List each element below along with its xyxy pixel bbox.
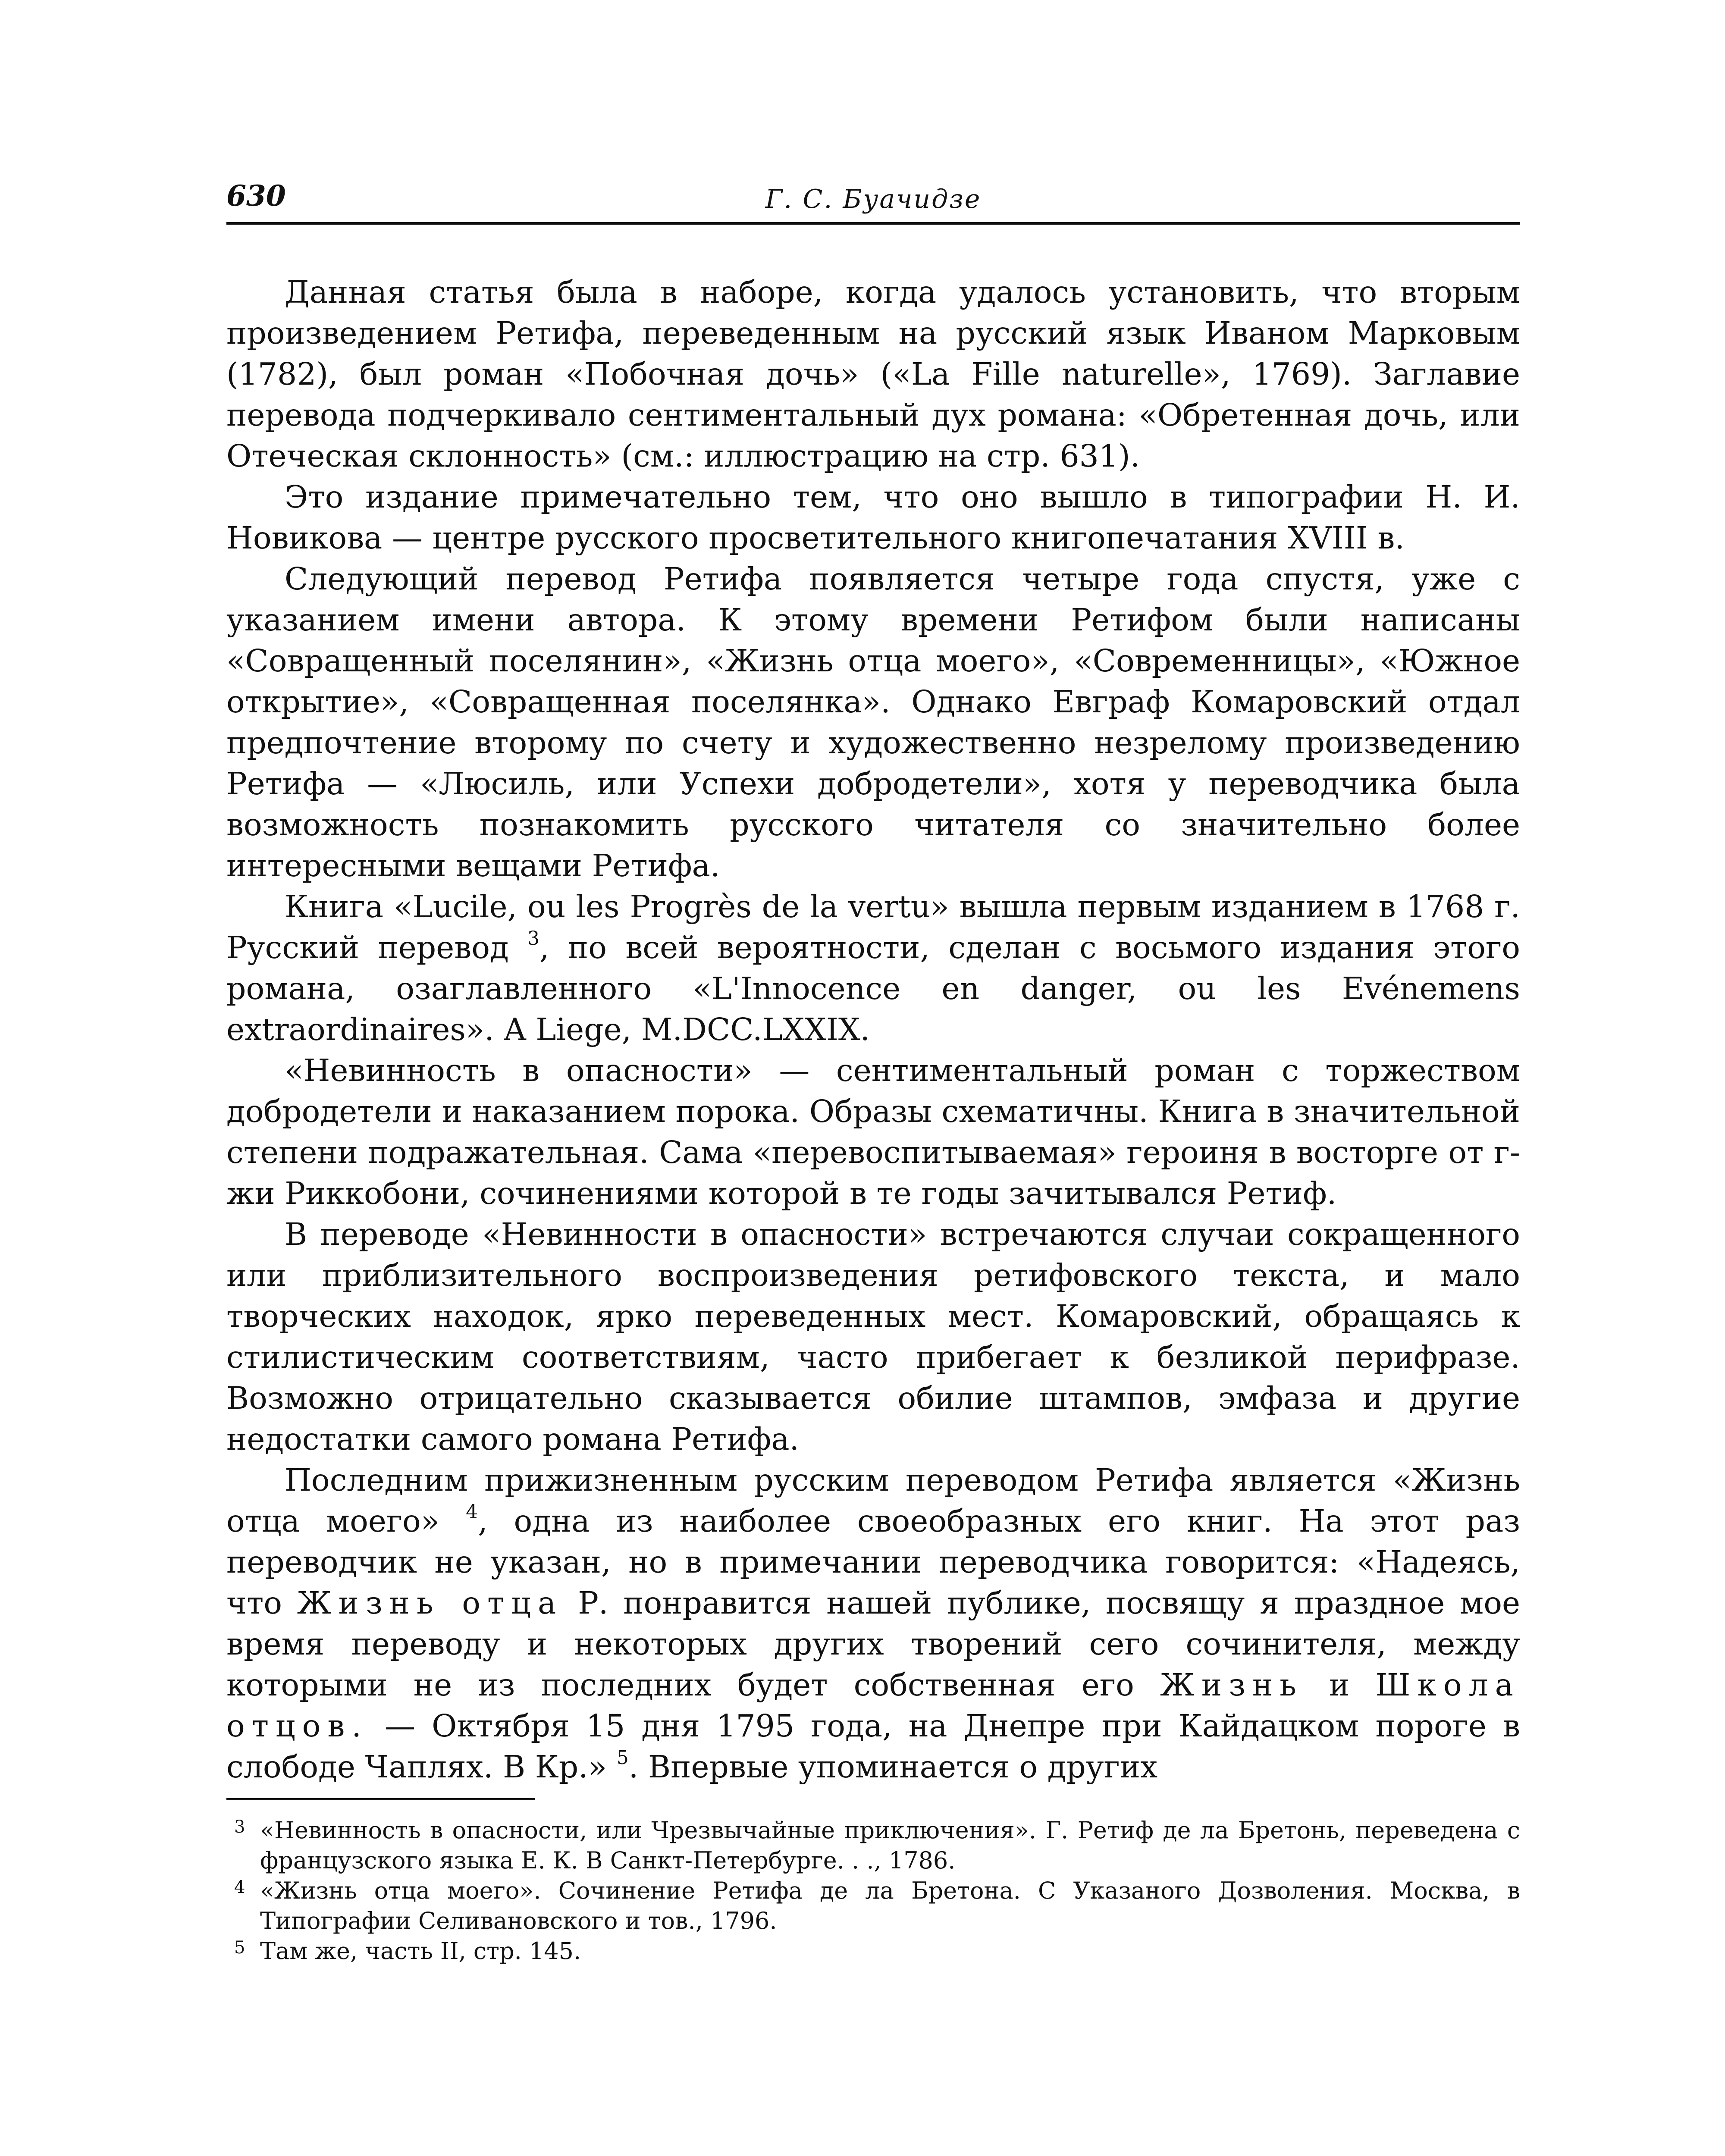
paragraph-text: Р. понравится нашей публике, посвящу я праздное мое время переводу и некоторых других творений сего сочинителя, между которыми не из последних будет собственная его: [226, 1585, 1520, 1703]
paragraph: [226, 1460, 1520, 1787]
spaced-emphasis: Школа отцов.: [226, 1667, 1520, 1744]
paragraph-text: Книга «Lucile, ou les Progrès de la vertu» вышла первым изданием в 1768 г. Русский перевод: [226, 889, 1520, 965]
footnote-number: 4: [234, 1877, 245, 1897]
footnote: [226, 1815, 1520, 1876]
paragraph: [226, 1214, 1520, 1460]
footnote-number: 5: [234, 1938, 245, 1958]
footnote: [226, 1936, 1520, 1966]
paragraph: [226, 272, 1520, 476]
page-number: 630: [226, 179, 286, 213]
footnotes: [226, 1815, 1520, 1966]
spaced-emphasis: Жизнь отца: [297, 1585, 563, 1621]
paragraph: [226, 558, 1520, 886]
footnote-number: 3: [234, 1817, 245, 1837]
paragraph-text: , одна из наиболее своеобразных его книг. На этот раз переводчик не указан, но в примечании переводчика говорится: «Надеясь, что: [226, 1503, 1520, 1621]
paragraph-text: Это издание примечательно тем, что оно вышло в типографии Н. И. Новикова — центре русского просветительного книгопечатания XVIII в.: [226, 479, 1520, 556]
paragraph-text: Данная статья была в наборе, когда удалось установить, что вторым произведением Ретифа, переведенным на русский язык Иваном Марковым (1782), был роман «Побочная дочь» («La Fille naturelle», 1769). Заглавие перевода подчеркивало сентиментальный дух романа: «Обретенная дочь, или Отеческая склонность» (см.: иллюстрацию на стр. 631).: [226, 274, 1520, 474]
paragraph-text: «Невинность в опасности» — сентиментальный роман с торжеством добродетели и наказанием порока. Образы схематичны. Книга в значительной степени подражательная. Сама «перевоспитываемая» героиня в восторге от г-жи Риккобони, сочинениями которой в те годы зачитывался Ретиф.: [226, 1053, 1520, 1211]
footnote-divider: [226, 1798, 535, 1800]
paragraph-text: . Впервые упоминается о других: [628, 1749, 1158, 1785]
article-body: [226, 272, 1520, 1787]
footnote-reference[interactable]: 3: [527, 928, 540, 950]
spaced-emphasis: Жизнь: [1160, 1667, 1303, 1703]
running-head: Г. С. Буачидзе: [765, 184, 982, 214]
paragraph: [226, 1050, 1520, 1214]
footnote-reference[interactable]: 5: [616, 1747, 629, 1769]
paragraph-text: — Октября 15 дня 1795 года, на Днепре при Кайдацком пороге в слободе Чаплях. В Кр.»: [226, 1708, 1520, 1785]
footnote-text: «Невинность в опасности, или Чрезвычайные приключения». Г. Ретиф де ла Бретонь, переведена с французского языка Е. К. В Санкт-Петербурге. . ., 1786.: [260, 1817, 1520, 1874]
paragraph-text: и: [1329, 1667, 1350, 1703]
footnote: [226, 1876, 1520, 1936]
paragraph-text: Следующий перевод Ретифа появляется четыре года спустя, уже с указанием имени автора. К этому времени Ретифом были написаны «Совращенный поселянин», «Жизнь отца моего», «Современницы», «Южное открытие», «Совращенная поселянка». Однако Евграф Комаровский отдал предпочтение второму по счету и художественно незрелому произведению Ретифа — «Люсиль, или Успехи добродетели», хотя у переводчика была возможность познакомить русского читателя со значительно более интересными вещами Ретифа.: [226, 561, 1520, 884]
footnote-text: Там же, часть II, стр. 145.: [260, 1937, 581, 1965]
paragraph: [226, 886, 1520, 1050]
footnote-text: «Жизнь отца моего». Сочинение Ретифа де ла Бретона. С Указаного Дозволения. Москва, в Типографии Селивановского и тов., 1796.: [260, 1877, 1520, 1934]
paragraph-text: Последним прижизненным русским переводом Ретифа является «Жизнь отца моего»: [226, 1462, 1520, 1539]
paragraph-text: , по всей вероятности, сделан с восьмого издания этого романа, озаглавленного «L'Innocence en danger, ou les Evénemens extraordinaires». A Liege, M.DCC.LXXIX.: [226, 930, 1520, 1047]
page-header: [226, 175, 1520, 225]
paragraph-text: В переводе «Невинности в опасности» встречаются случаи сокращенного или приблизительного воспроизведения ретифовского текста, и мало творческих находок, ярко переведенных мест. Комаровский, обращаясь к стилистическим соответствиям, часто прибегает к безликой перифразе. Возможно отрицательно сказывается обилие штампов, эмфаза и другие недостатки самого романа Ретифа.: [226, 1216, 1520, 1457]
paragraph: [226, 476, 1520, 558]
footnote-reference[interactable]: 4: [466, 1501, 478, 1523]
